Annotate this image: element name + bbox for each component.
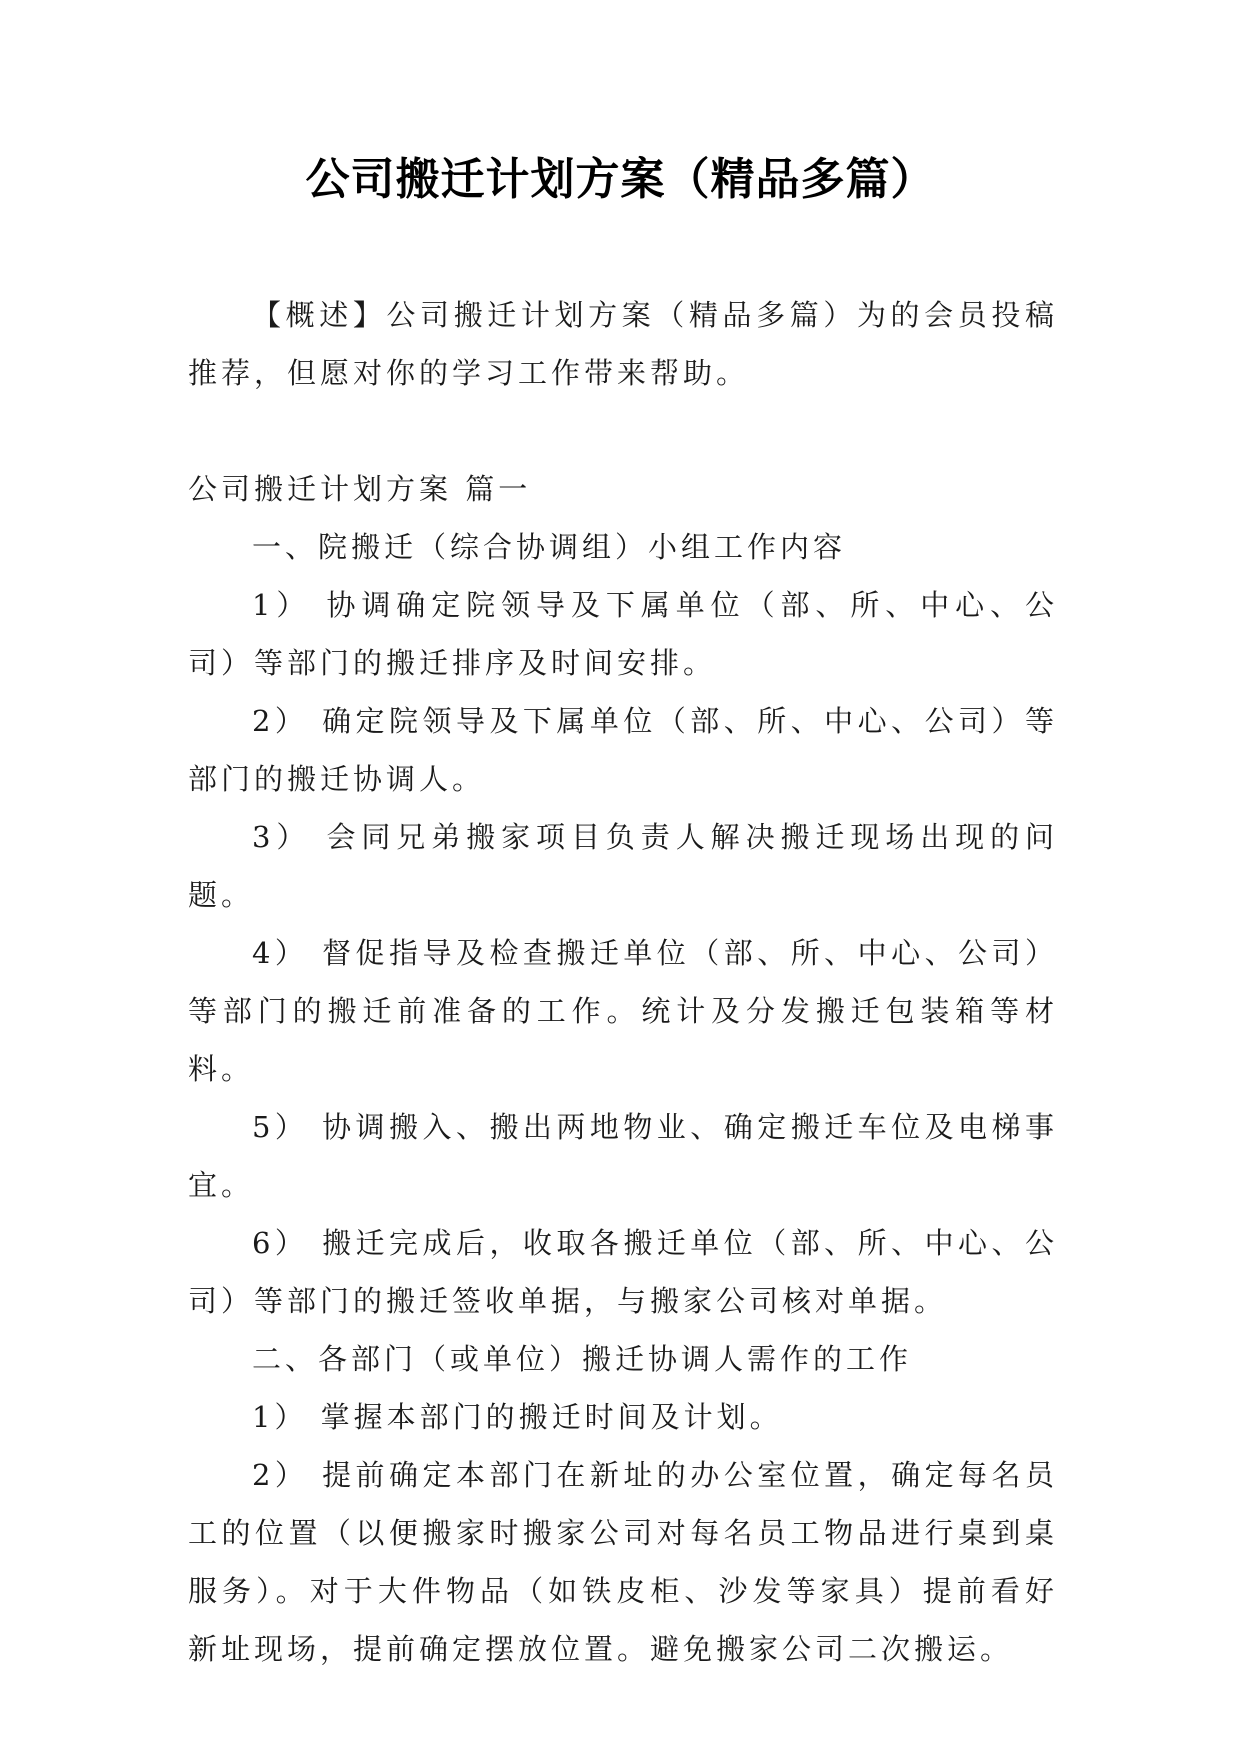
- list-item: 2） 提前确定本部门在新址的办公室位置，确定每名员工的位置（以便搬家时搬家公司对每名员工物品进行桌到桌服务）。对于大件物品（如铁皮柜、沙发等家具）提前看好新址现场，提前确定摆放位置。避免搬家公司二次搬运。: [188, 1458, 1058, 1666]
- summary-paragraph: 【概述】公司搬迁计划方案（精品多篇）为的会员投稿推荐，但愿对你的学习工作带来帮助。: [188, 298, 1058, 390]
- list-item: 1） 掌握本部门的搬迁时间及计划。: [252, 1400, 783, 1434]
- document-body: [188, 286, 1058, 1678]
- list-item: 2） 确定院领导及下属单位（部、所、中心、公司）等部门的搬迁协调人。: [188, 704, 1058, 796]
- part1-heading: 一、院搬迁（综合协调组）小组工作内容: [252, 530, 847, 564]
- paragraph-gap: [188, 402, 1058, 460]
- list-item: 4） 督促指导及检查搬迁单位（部、所、中心、公司）等部门的搬迁前准备的工作。统计及分发搬迁包装箱等材料。: [188, 936, 1058, 1086]
- document-title: 公司搬迁计划方案（精品多篇）: [305, 154, 936, 205]
- section-heading: 公司搬迁计划方案 篇一: [188, 472, 532, 506]
- part2-heading: 二、各部门（或单位）搬迁协调人需作的工作: [252, 1342, 913, 1376]
- list-item: 5） 协调搬入、搬出两地物业、确定搬迁车位及电梯事宜。: [188, 1110, 1058, 1202]
- list-item: 1） 协调确定院领导及下属单位（部、所、中心、公司）等部门的搬迁排序及时间安排。: [188, 588, 1058, 680]
- list-item: 3） 会同兄弟搬家项目负责人解决搬迁现场出现的问题。: [188, 820, 1058, 912]
- list-item: 6） 搬迁完成后，收取各搬迁单位（部、所、中心、公司）等部门的搬迁签收单据，与搬家公司核对单据。: [188, 1226, 1058, 1318]
